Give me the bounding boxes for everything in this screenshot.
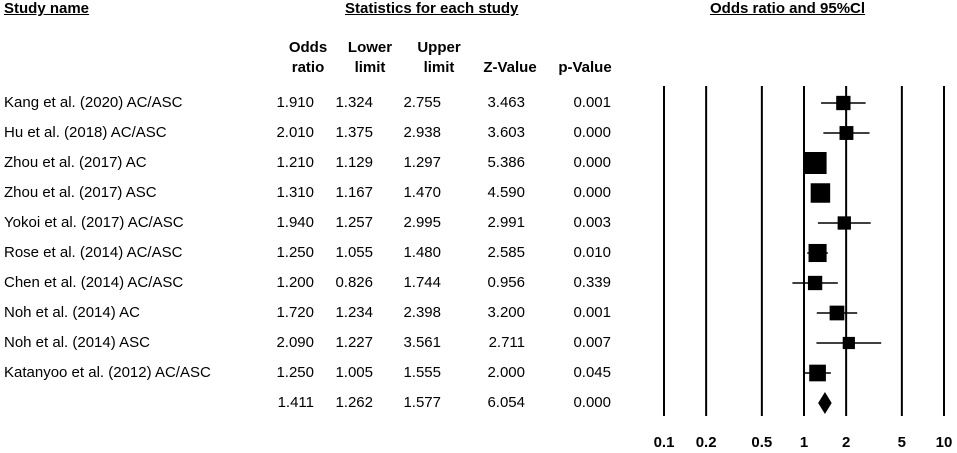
odds-ratio-value: 1.250 (276, 364, 314, 381)
odds-ratio-value: 2.090 (276, 334, 314, 351)
lower-limit-value: 1.129 (335, 154, 373, 171)
upper-limit-value: 1.744 (403, 274, 441, 291)
lower-limit-value: 1.005 (335, 364, 373, 381)
point-estimate-square (843, 337, 855, 349)
odds-ratio-value: 1.310 (276, 184, 314, 201)
summary-upper-limit: 1.577 (403, 394, 441, 411)
z-value: 3.463 (487, 94, 525, 111)
study-name: Noh et al. (2014) AC (4, 304, 140, 321)
study-name: Kang et al. (2020) AC/ASC (4, 94, 183, 111)
upper-limit-value: 1.480 (403, 244, 441, 261)
p-value: 0.007 (573, 334, 611, 351)
summary-z-value: 6.054 (487, 394, 525, 411)
study-name: Noh et al. (2014) ASC (4, 334, 150, 351)
study-name: Zhou et al. (2017) ASC (4, 184, 157, 201)
study-name-header: Study name (4, 0, 90, 17)
upper-limit-header-line2: limit (423, 59, 455, 76)
statistics-header: Statistics for each study (345, 0, 519, 17)
odds-ratio-value: 1.200 (276, 274, 314, 291)
odds-ratio-value: 1.250 (276, 244, 314, 261)
lower-limit-value: 1.234 (335, 304, 373, 321)
z-value: 0.956 (487, 274, 525, 291)
x-tick-label: 5 (897, 434, 907, 451)
point-estimate-square (840, 126, 854, 140)
p-value: 0.001 (573, 304, 611, 321)
odds-ratio-value: 1.720 (276, 304, 314, 321)
z-value: 3.603 (487, 124, 525, 141)
study-name: Hu et al. (2018) AC/ASC (4, 124, 167, 141)
z-value-col-header: Z-Value (483, 59, 537, 76)
lower-limit-header-line2: limit (354, 59, 386, 76)
z-value: 2.711 (488, 334, 525, 351)
p-value: 0.000 (573, 184, 611, 201)
point-estimate-square (830, 306, 845, 321)
p-value: 0.339 (573, 274, 611, 291)
summary-p-value: 0.000 (573, 394, 611, 411)
z-value: 5.386 (487, 154, 525, 171)
x-tick-label: 10 (935, 434, 953, 451)
lower-limit-value: 1.167 (335, 184, 373, 201)
upper-limit-value: 1.297 (403, 154, 441, 171)
z-value: 4.590 (487, 184, 525, 201)
lower-limit-value: 1.257 (335, 214, 373, 231)
upper-limit-value: 1.555 (403, 364, 441, 381)
p-value: 0.045 (573, 364, 611, 381)
point-estimate-square (809, 365, 826, 382)
lower-limit-value: 1.375 (335, 124, 373, 141)
study-name: Katanyoo et al. (2012) AC/ASC (4, 364, 211, 381)
point-estimate-square (838, 216, 851, 229)
point-estimate-square (811, 183, 830, 202)
odds-ratio-header-line2: ratio (291, 59, 325, 76)
study-name: Zhou et al. (2017) AC (4, 154, 147, 171)
p-value: 0.000 (573, 154, 611, 171)
p-value-col-header: p-Value (558, 59, 612, 76)
x-tick-label: 0.5 (751, 434, 773, 451)
study-name: Chen et al. (2014) AC/ASC (4, 274, 184, 291)
upper-limit-value: 2.755 (403, 94, 441, 111)
forest-plot-header: Odds ratio and 95%Cl (710, 0, 866, 17)
odds-ratio-value: 1.940 (276, 214, 314, 231)
upper-limit-header-line1: Upper (417, 39, 461, 56)
lower-limit-value: 1.055 (335, 244, 373, 261)
p-value: 0.003 (573, 214, 611, 231)
point-estimate-square (805, 152, 827, 174)
point-estimate-square (808, 276, 822, 290)
summary-diamond (818, 392, 832, 414)
upper-limit-value: 2.995 (403, 214, 441, 231)
p-value: 0.010 (573, 244, 611, 261)
upper-limit-value: 2.938 (403, 124, 441, 141)
point-estimate-square (836, 96, 850, 110)
x-tick-label: 2 (841, 434, 851, 451)
study-name: Yokoi et al. (2017) AC/ASC (4, 214, 184, 231)
x-tick-label: 0.1 (653, 434, 675, 451)
x-tick-label: 1 (799, 434, 809, 451)
z-value: 2.991 (487, 214, 525, 231)
p-value: 0.001 (573, 94, 611, 111)
odds-ratio-value: 1.910 (276, 94, 314, 111)
z-value: 3.200 (487, 304, 525, 321)
odds-ratio-header-line1: Odds (288, 39, 328, 56)
point-estimate-square (809, 244, 827, 262)
p-value: 0.000 (573, 124, 611, 141)
lower-limit-value: 1.227 (335, 334, 373, 351)
z-value: 2.000 (487, 364, 525, 381)
x-tick-label: 0.2 (695, 434, 717, 451)
z-value: 2.585 (487, 244, 525, 261)
lower-limit-value: 0.826 (335, 274, 373, 291)
summary-lower-limit: 1.262 (335, 394, 373, 411)
lower-limit-header-line1: Lower (347, 39, 393, 56)
lower-limit-value: 1.324 (335, 94, 373, 111)
study-name: Rose et al. (2014) AC/ASC (4, 244, 183, 261)
upper-limit-value: 1.470 (403, 184, 441, 201)
upper-limit-value: 3.561 (403, 334, 441, 351)
odds-ratio-value: 2.010 (276, 124, 314, 141)
odds-ratio-value: 1.210 (276, 154, 314, 171)
upper-limit-value: 2.398 (403, 304, 441, 321)
summary-odds-ratio: 1.411 (277, 394, 314, 411)
